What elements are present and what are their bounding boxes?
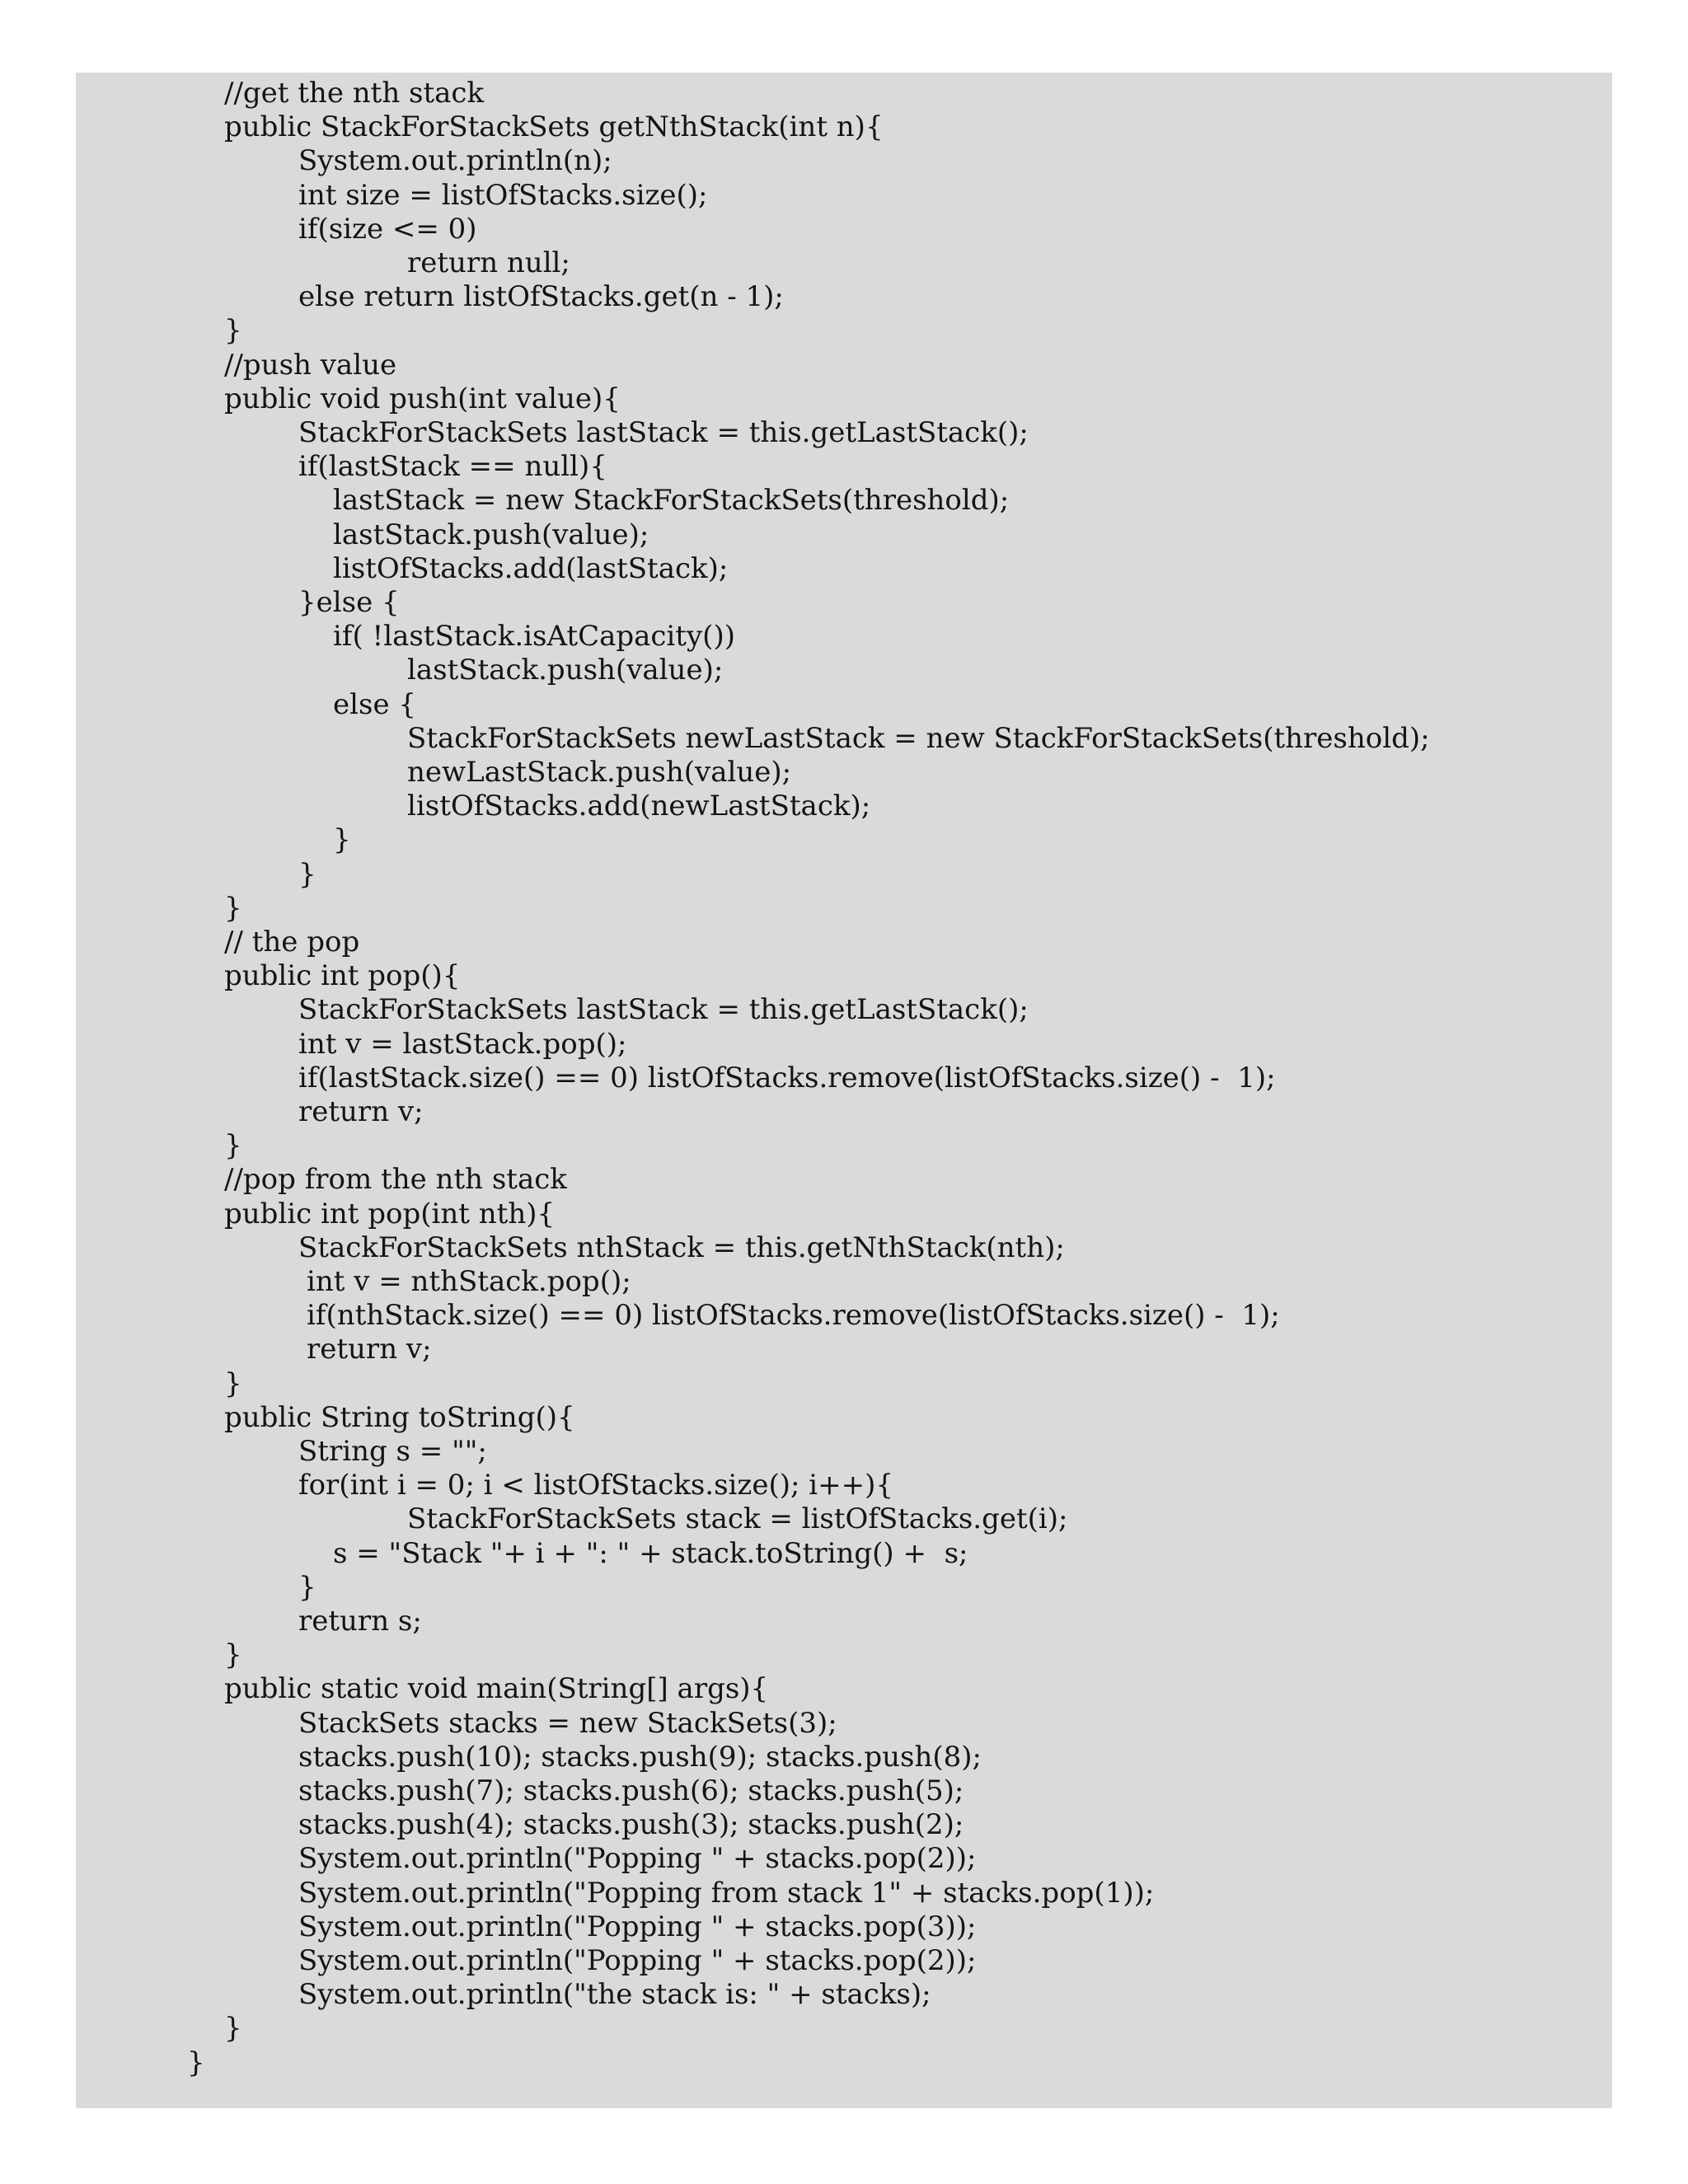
code-line: StackForStackSets lastStack = this.getLastStack(); — [298, 993, 1029, 1027]
code-line: public int pop(int nth){ — [224, 1197, 556, 1230]
code-line: System.out.println("the stack is: " + stacks); — [298, 1978, 931, 2012]
code-listing — [76, 73, 1612, 2108]
code-line: if(nthStack.size() == 0) listOfStacks.remove(listOfStacks.size() - 1); — [307, 1299, 1280, 1333]
code-line: //pop from the nth stack — [224, 1163, 567, 1197]
code-line: public int pop(){ — [224, 959, 461, 993]
code-line: // the pop — [224, 926, 360, 958]
code-line: return s; — [298, 1605, 422, 1638]
code-line: for(int i = 0; i < listOfStacks.size(); i++){ — [298, 1469, 894, 1502]
code-panel — [76, 73, 1612, 2108]
code-line: System.out.println("Popping " + stacks.pop(3)); — [298, 1910, 977, 1943]
code-line: StackForStackSets stack = listOfStacks.get(i); — [407, 1502, 1068, 1536]
code-line: listOfStacks.add(newLastStack); — [407, 790, 871, 823]
code-line: else { — [333, 687, 417, 721]
code-line: int size = listOfStacks.size(); — [298, 178, 708, 212]
code-line: } — [187, 2046, 205, 2079]
code-line: //push value — [224, 348, 397, 382]
code-line: return v; — [298, 1095, 424, 1128]
code-line: stacks.push(10); stacks.push(9); stacks.push(8); — [298, 1740, 982, 1774]
code-line: stacks.push(4); stacks.push(3); stacks.push(2); — [298, 1808, 964, 1842]
code-line: listOfStacks.add(lastStack); — [333, 551, 729, 585]
code-line: if(lastStack == null){ — [298, 450, 607, 484]
code-line: System.out.println("Popping " + stacks.pop(2)); — [298, 1944, 977, 1977]
code-line: System.out.println("Popping " + stacks.pop(2)); — [298, 1842, 977, 1876]
code-line: } — [298, 857, 316, 891]
code-line: public static void main(String[] args){ — [224, 1672, 769, 1706]
code-line: } — [224, 2012, 242, 2046]
code-line: newLastStack.push(value); — [407, 756, 792, 789]
code-line: return v; — [307, 1333, 432, 1366]
code-line: } — [224, 1366, 242, 1400]
code-line: if(lastStack.size() == 0) listOfStacks.remove(listOfStacks.size() - 1); — [298, 1061, 1276, 1094]
code-line: if(size <= 0) — [298, 212, 477, 246]
code-line: System.out.println(n); — [298, 144, 612, 178]
code-line: //get the nth stack — [224, 77, 485, 110]
code-line: if( !lastStack.isAtCapacity()) — [333, 620, 735, 654]
code-line: } — [224, 891, 242, 925]
code-line: int v = nthStack.pop(); — [307, 1265, 631, 1298]
code-line: } — [224, 1129, 242, 1163]
code-line: stacks.push(7); stacks.push(6); stacks.push(5); — [298, 1774, 964, 1807]
code-line: } — [333, 823, 351, 857]
code-line: StackForStackSets lastStack = this.getLastStack(); — [298, 416, 1029, 449]
code-line: public String toString(){ — [224, 1400, 575, 1434]
code-line: lastStack.push(value); — [407, 654, 724, 687]
code-line: String s = ""; — [298, 1435, 487, 1468]
code-line: System.out.println("Popping from stack 1" + stacks.pop(1)); — [298, 1876, 1155, 1910]
code-line: } — [224, 314, 242, 348]
code-line: }else { — [298, 586, 400, 619]
code-line: public StackForStackSets getNthStack(int n){ — [224, 110, 884, 144]
code-line: s = "Stack "+ i + ": " + stack.toString() + s; — [333, 1536, 968, 1570]
code-line: lastStack = new StackForStackSets(threshold); — [333, 484, 1010, 518]
code-line: } — [224, 1638, 242, 1672]
code-line: } — [298, 1570, 316, 1604]
code-line: public void push(int value){ — [224, 382, 621, 415]
code-line: StackForStackSets newLastStack = new StackForStackSets(threshold); — [407, 721, 1430, 755]
code-line: StackForStackSets nthStack = this.getNthStack(nth); — [298, 1230, 1065, 1264]
code-line: return null; — [407, 246, 570, 279]
code-line: int v = lastStack.pop(); — [298, 1027, 627, 1061]
code-line: else return listOfStacks.get(n - 1); — [298, 280, 784, 314]
code-line: lastStack.push(value); — [333, 518, 649, 551]
code-line: StackSets stacks = new StackSets(3); — [298, 1706, 837, 1740]
